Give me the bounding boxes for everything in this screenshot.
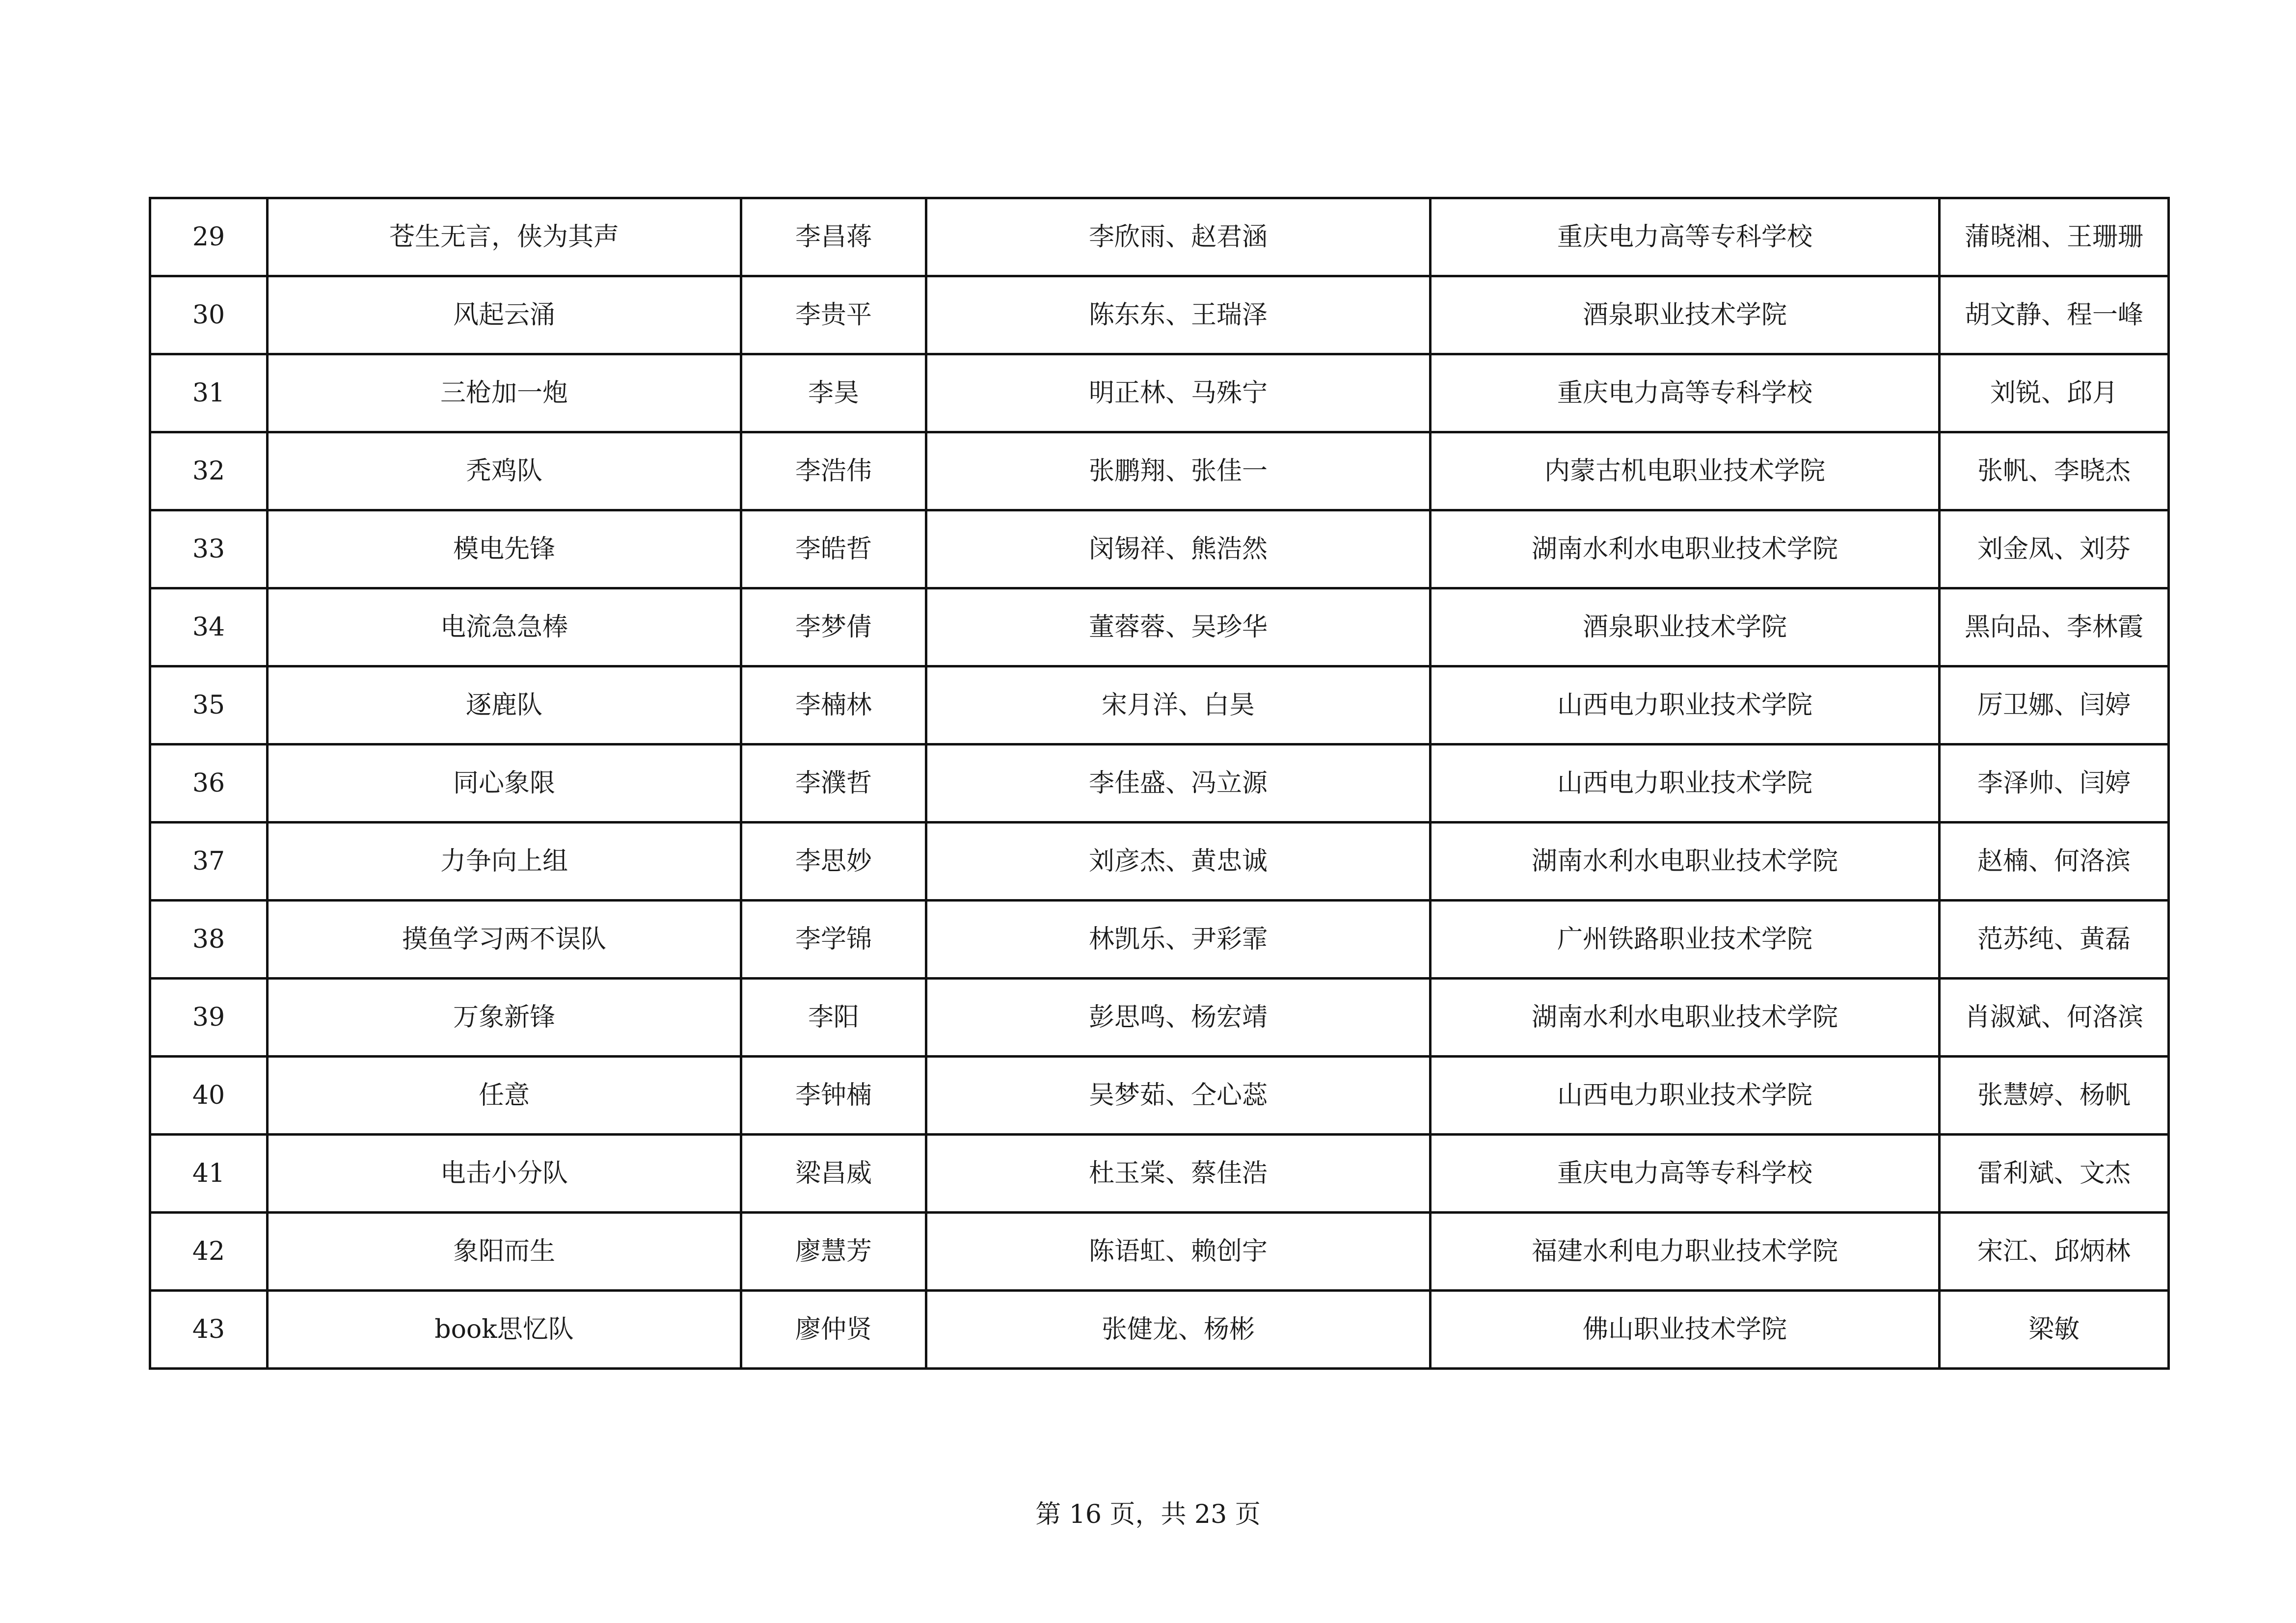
captain-name-cell: 李濮哲 — [741, 745, 926, 823]
team-name-cell: 风起云涌 — [268, 276, 741, 354]
row-number-cell: 35 — [150, 666, 268, 745]
row-number-cell: 33 — [150, 510, 268, 588]
captain-name-cell: 李思妙 — [741, 823, 926, 901]
table-row — [150, 510, 2169, 588]
captain-name-cell: 梁昌威 — [741, 1135, 926, 1213]
team-name-cell: 摸鱼学习两不误队 — [268, 901, 741, 979]
table-row — [150, 1135, 2169, 1213]
advisor-names-cell: 宋江、邱炳林 — [1940, 1213, 2169, 1291]
captain-name-cell: 李浩伟 — [741, 432, 926, 510]
team-members-cell: 刘彦杰、黄忠诚 — [926, 823, 1431, 901]
school-name-cell: 山西电力职业技术学院 — [1431, 666, 1940, 745]
school-name-cell: 广州铁路职业技术学院 — [1431, 901, 1940, 979]
team-roster-table — [149, 197, 2170, 1370]
school-name-cell: 佛山职业技术学院 — [1431, 1291, 1940, 1369]
team-name-cell: 苍生无言，侠为其声 — [268, 198, 741, 276]
team-name-cell: 模电先锋 — [268, 510, 741, 588]
school-name-cell: 山西电力职业技术学院 — [1431, 745, 1940, 823]
school-name-cell: 重庆电力高等专科学校 — [1431, 198, 1940, 276]
advisor-names-cell: 刘金凤、刘芬 — [1940, 510, 2169, 588]
school-name-cell: 内蒙古机电职业技术学院 — [1431, 432, 1940, 510]
table-row — [150, 432, 2169, 510]
table-row — [150, 588, 2169, 666]
team-name-cell: 三枪加一炮 — [268, 354, 741, 432]
page-number: 第 16 页，共 23 页 — [1035, 1500, 1261, 1529]
team-name-cell: 象阳而生 — [268, 1213, 741, 1291]
team-members-cell: 吴梦茹、仝心蕊 — [926, 1057, 1431, 1135]
advisor-names-cell: 胡文静、程一峰 — [1940, 276, 2169, 354]
team-members-cell: 杜玉棠、蔡佳浩 — [926, 1135, 1431, 1213]
advisor-names-cell: 厉卫娜、闫婷 — [1940, 666, 2169, 745]
row-number-cell: 32 — [150, 432, 268, 510]
row-number-cell: 34 — [150, 588, 268, 666]
team-members-cell: 彭思鸣、杨宏靖 — [926, 979, 1431, 1057]
table-row — [150, 745, 2169, 823]
table-row — [150, 979, 2169, 1057]
advisor-names-cell: 范苏纯、黄磊 — [1940, 901, 2169, 979]
table-row — [150, 823, 2169, 901]
row-number-cell: 40 — [150, 1057, 268, 1135]
team-members-cell: 宋月洋、白昊 — [926, 666, 1431, 745]
team-members-cell: 陈语虹、赖创宇 — [926, 1213, 1431, 1291]
team-name-cell: 任意 — [268, 1057, 741, 1135]
table-row — [150, 1057, 2169, 1135]
captain-name-cell: 李阳 — [741, 979, 926, 1057]
team-name-cell: 电流急急棒 — [268, 588, 741, 666]
table-row — [150, 198, 2169, 276]
team-members-cell: 李欣雨、赵君涵 — [926, 198, 1431, 276]
school-name-cell: 重庆电力高等专科学校 — [1431, 1135, 1940, 1213]
team-name-cell: 逐鹿队 — [268, 666, 741, 745]
table-row — [150, 1213, 2169, 1291]
table-row — [150, 354, 2169, 432]
advisor-names-cell: 李泽帅、闫婷 — [1940, 745, 2169, 823]
row-number-cell: 39 — [150, 979, 268, 1057]
team-members-cell: 李佳盛、冯立源 — [926, 745, 1431, 823]
row-number-cell: 43 — [150, 1291, 268, 1369]
row-number-cell: 41 — [150, 1135, 268, 1213]
captain-name-cell: 李皓哲 — [741, 510, 926, 588]
advisor-names-cell: 张帆、李晓杰 — [1940, 432, 2169, 510]
row-number-cell: 37 — [150, 823, 268, 901]
school-name-cell: 湖南水利水电职业技术学院 — [1431, 510, 1940, 588]
team-members-cell: 陈东东、王瑞泽 — [926, 276, 1431, 354]
school-name-cell: 酒泉职业技术学院 — [1431, 588, 1940, 666]
table-row — [150, 1291, 2169, 1369]
captain-name-cell: 李梦倩 — [741, 588, 926, 666]
captain-name-cell: 廖仲贤 — [741, 1291, 926, 1369]
row-number-cell: 30 — [150, 276, 268, 354]
table-row — [150, 901, 2169, 979]
advisor-names-cell: 肖淑斌、何洛滨 — [1940, 979, 2169, 1057]
team-name-cell: book思忆队 — [268, 1291, 741, 1369]
row-number-cell: 38 — [150, 901, 268, 979]
advisor-names-cell: 蒲晓湘、王珊珊 — [1940, 198, 2169, 276]
captain-name-cell: 李昊 — [741, 354, 926, 432]
team-members-cell: 张鹏翔、张佳一 — [926, 432, 1431, 510]
advisor-names-cell: 黑向品、李林霞 — [1940, 588, 2169, 666]
school-name-cell: 山西电力职业技术学院 — [1431, 1057, 1940, 1135]
school-name-cell: 湖南水利水电职业技术学院 — [1431, 979, 1940, 1057]
captain-name-cell: 李贵平 — [741, 276, 926, 354]
school-name-cell: 重庆电力高等专科学校 — [1431, 354, 1940, 432]
captain-name-cell: 李学锦 — [741, 901, 926, 979]
table-row — [150, 666, 2169, 745]
team-name-cell: 电击小分队 — [268, 1135, 741, 1213]
school-name-cell: 湖南水利水电职业技术学院 — [1431, 823, 1940, 901]
advisor-names-cell: 张慧婷、杨帆 — [1940, 1057, 2169, 1135]
school-name-cell: 福建水利电力职业技术学院 — [1431, 1213, 1940, 1291]
team-roster-body — [150, 198, 2169, 1369]
advisor-names-cell: 赵楠、何洛滨 — [1940, 823, 2169, 901]
advisor-names-cell: 雷利斌、文杰 — [1940, 1135, 2169, 1213]
team-name-cell: 力争向上组 — [268, 823, 741, 901]
captain-name-cell: 李钟楠 — [741, 1057, 926, 1135]
row-number-cell: 36 — [150, 745, 268, 823]
row-number-cell: 31 — [150, 354, 268, 432]
team-members-cell: 林凯乐、尹彩霏 — [926, 901, 1431, 979]
advisor-names-cell: 梁敏 — [1940, 1291, 2169, 1369]
table-row — [150, 276, 2169, 354]
advisor-names-cell: 刘锐、邱月 — [1940, 354, 2169, 432]
team-members-cell: 明正林、马殊宁 — [926, 354, 1431, 432]
captain-name-cell: 李昌蒋 — [741, 198, 926, 276]
school-name-cell: 酒泉职业技术学院 — [1431, 276, 1940, 354]
captain-name-cell: 廖慧芳 — [741, 1213, 926, 1291]
team-members-cell: 董蓉蓉、吴珍华 — [926, 588, 1431, 666]
captain-name-cell: 李楠林 — [741, 666, 926, 745]
row-number-cell: 42 — [150, 1213, 268, 1291]
team-name-cell: 万象新锋 — [268, 979, 741, 1057]
team-name-cell: 同心象限 — [268, 745, 741, 823]
team-name-cell: 秃鸡队 — [268, 432, 741, 510]
team-members-cell: 闵锡祥、熊浩然 — [926, 510, 1431, 588]
row-number-cell: 29 — [150, 198, 268, 276]
team-members-cell: 张健龙、杨彬 — [926, 1291, 1431, 1369]
